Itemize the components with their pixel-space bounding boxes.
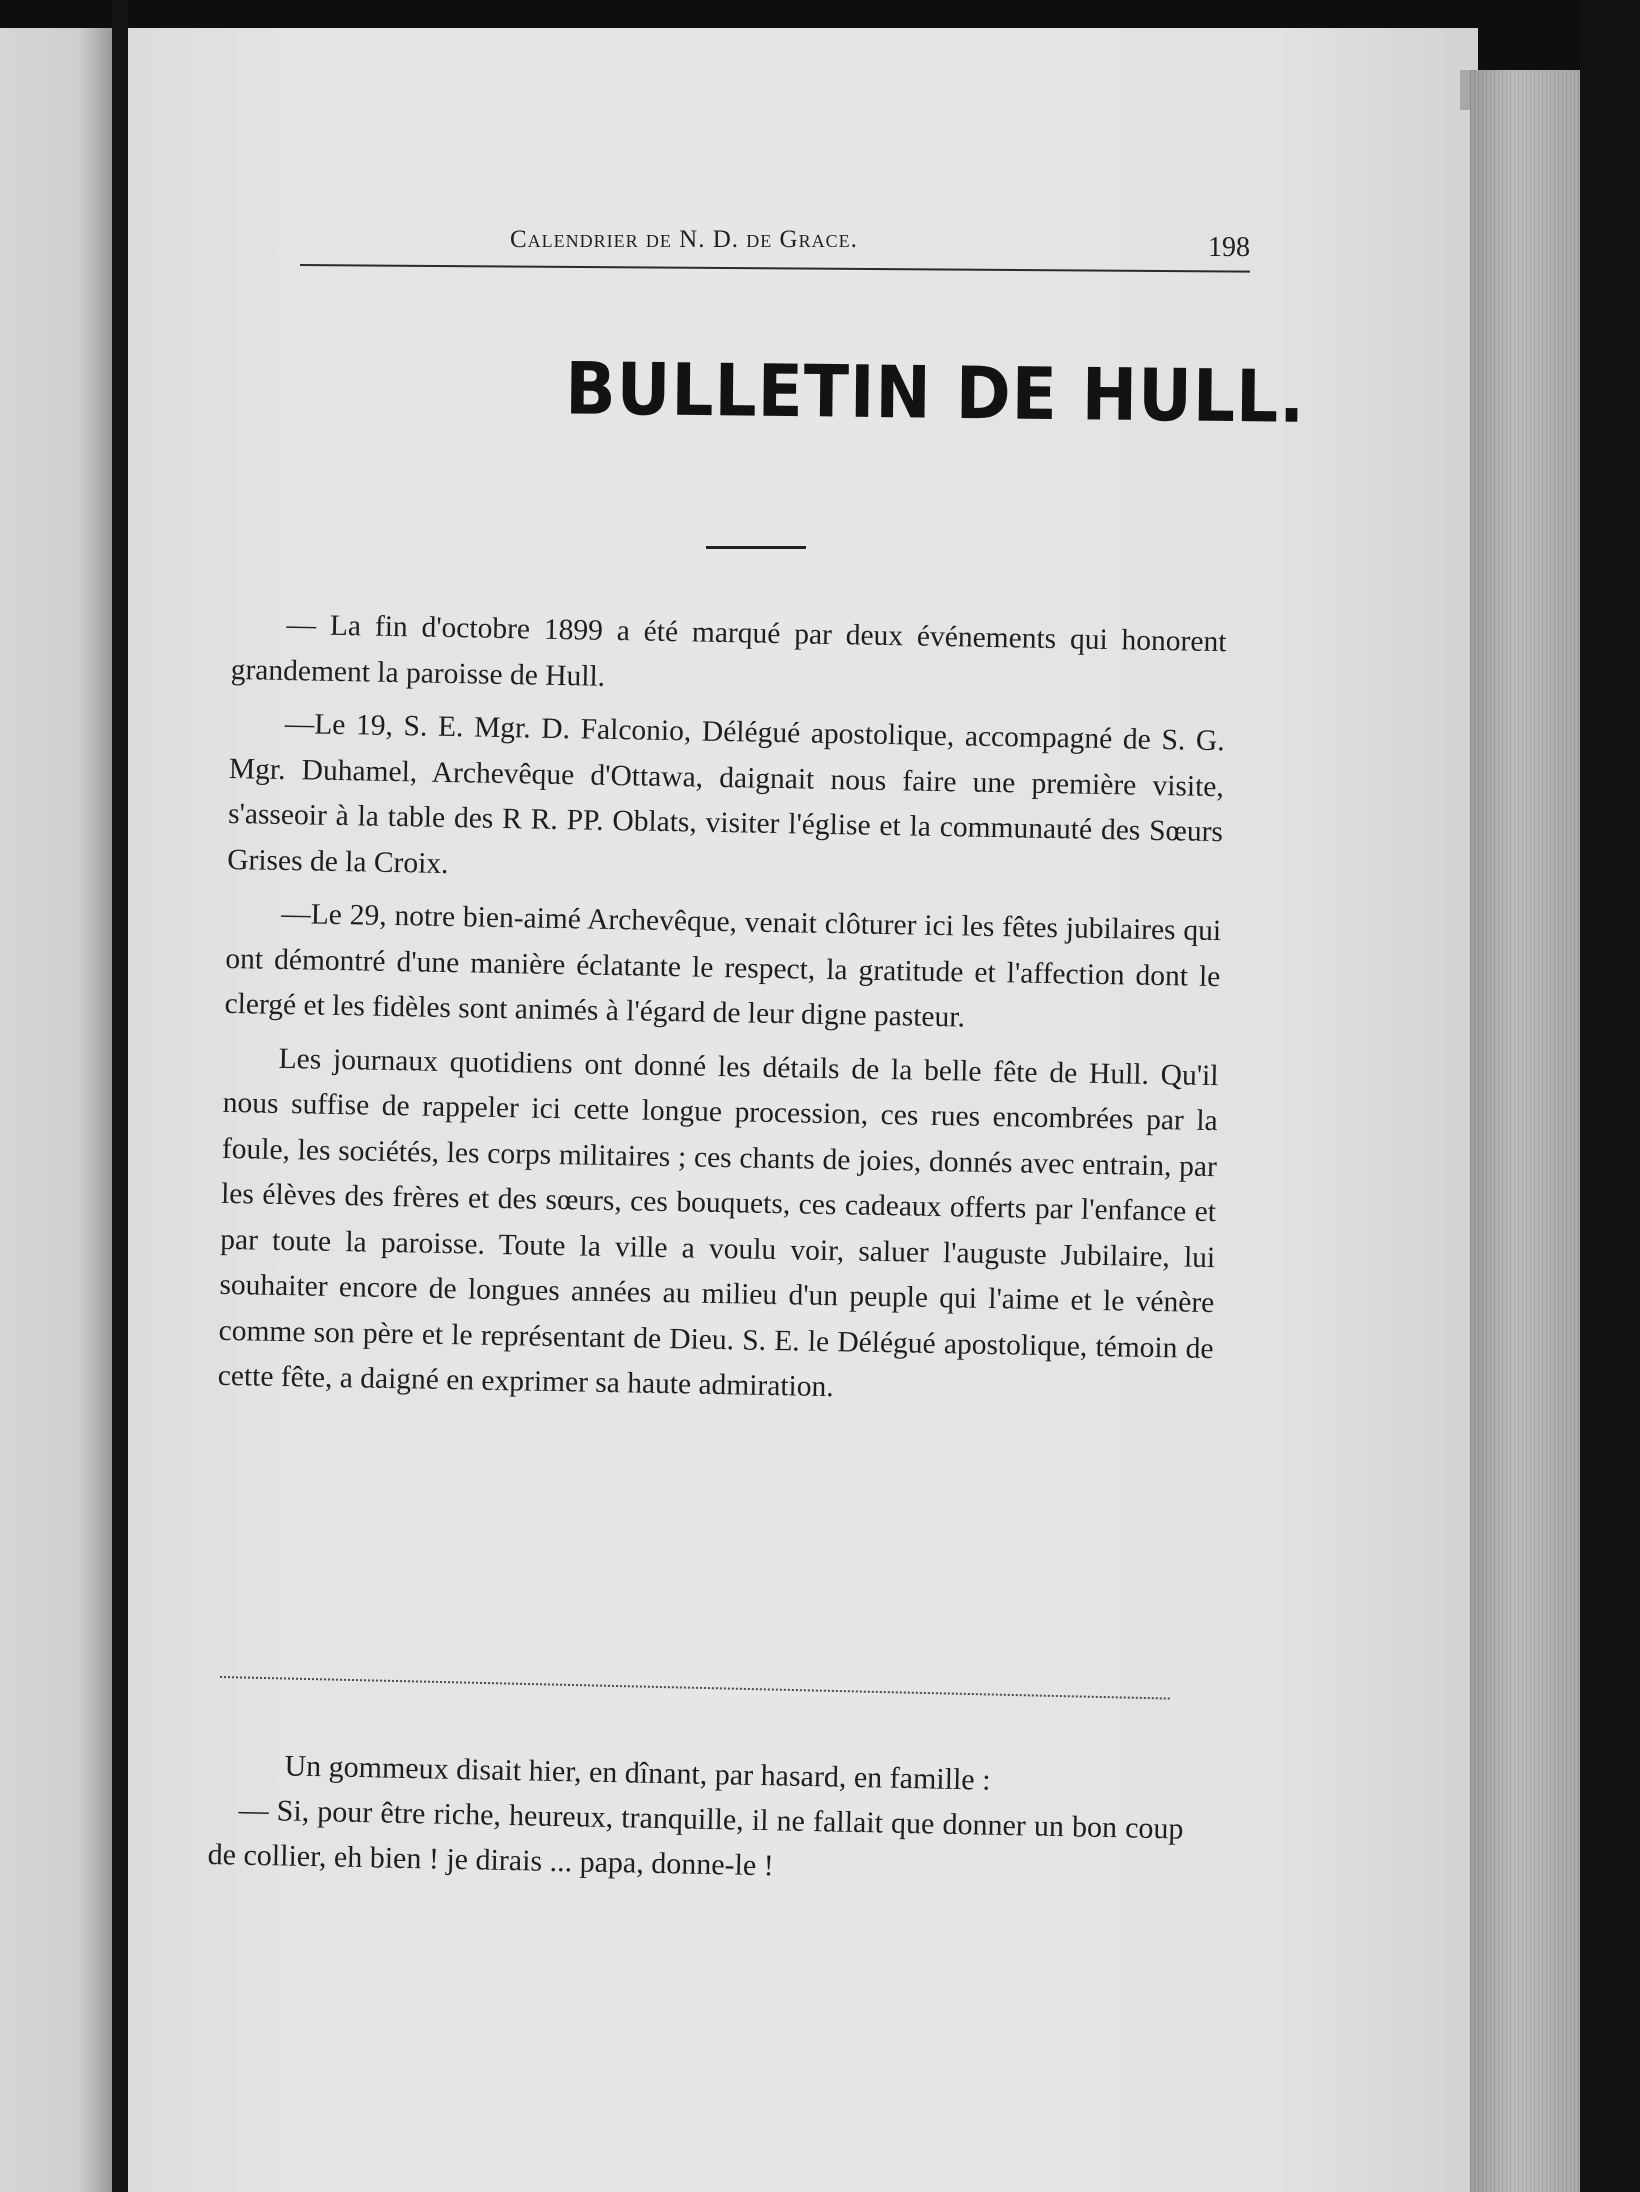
paragraph: —Le 19, S. E. Mgr. D. Falconio, Délégué apostolique, accompagné de S. G. Mgr. Duhamel, Archevêque d'Ottawa, daignait nous faire une première visite, s'asseoir à la table des R R. PP. Oblats, visiter l'église et la communauté des Sœurs Grises de la Croix. <box>226 707 1225 880</box>
scan-background <box>1580 0 1640 2192</box>
paragraph: — La fin d'octobre 1899 a été marqué par deux événements qui honorent grandement la paroisse de Hull. <box>230 609 1227 693</box>
anecdote-line: — Si, pour être riche, heureux, tranquille, il ne fallait que donner un bon coup de collier, eh bien ! je dirais ... papa, donne-le ! <box>207 1793 1184 1883</box>
article-body <box>217 602 1227 1426</box>
paragraph: Les journaux quotidiens ont donné les détails de la belle fête de Hull. Qu'il nous suffise de rappeler ici cette longue procession, ces rues encombrées par la foule, les sociétés, les corps militaires ; ces chants de joies, donnés avec entrain, par les élèves des frères et des sœurs, ces bouquets, ces cadeaux offerts par l'enfance et par toute la paroisse. Toute la ville a voulu voir, saluer l'auguste Jubilaire, lui souhaiter encore de longues années au milieu d'un peuple qui l'aime et le vénère comme son père et le représentant de Dieu. S. E. le Délégué apostolique, témoin de cette fête, a daigné en exprimer sa haute admiration. <box>217 1042 1219 1404</box>
left-page-edge <box>0 28 112 2192</box>
title-separator <box>706 546 806 549</box>
page-number: 198 <box>1208 232 1250 263</box>
running-title: Calendrier de N. D. de Grace. <box>510 226 858 253</box>
book-gutter <box>112 0 128 2192</box>
anecdote <box>207 1742 1185 1897</box>
anecdote-line: Un gommeux disait hier, en dînant, par hasard, en famille : <box>284 1749 991 1797</box>
article-title: BULLETIN DE HULL. <box>564 346 1306 439</box>
paragraph: —Le 29, notre bien-aimé Archevêque, venait clôturer ici les fêtes jubilaires qui ont démontré d'une manière éclatante le respect, la gratitude et l'affection dont le clergé et les fidèles sont animés à l'égard de leur digne pasteur. <box>224 897 1222 1034</box>
